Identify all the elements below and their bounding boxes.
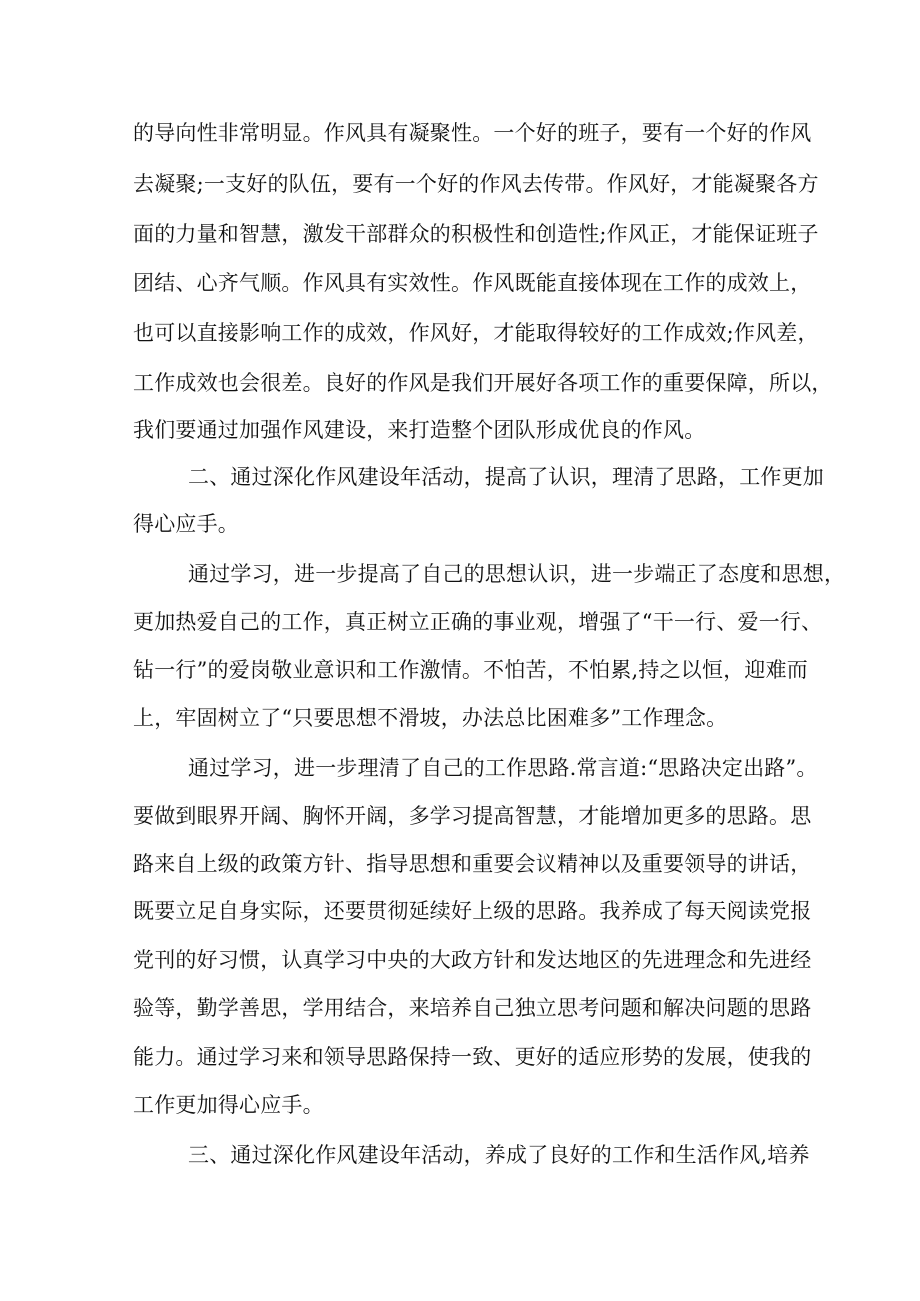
text-line: 的导向性非常明显。作风具有凝聚性。一个好的班子，要有一个好的作风 — [133, 121, 812, 145]
text-line: 我们要通过加强作风建设，来打造整个团队形成优良的作风。 — [133, 418, 706, 442]
text-line: 要做到眼界开阔、胸怀开阔，多学习提高智慧，才能增加更多的思路。思 — [133, 804, 812, 828]
text-line: 上，牢固树立了“只要思想不滑坡，办法总比困难多”工作理念。 — [133, 706, 728, 730]
text-line: 通过学习，进一步提高了自己的思想认识，进一步端正了态度和思想， — [188, 562, 846, 586]
text-line: 验等，勤学善思，学用结合，来培养自己独立思考问题和解决问题的思路 — [133, 996, 812, 1020]
text-line: 也可以直接影响工作的成效，作风好，才能取得较好的工作成效;作风差， — [133, 321, 819, 345]
section-heading: 二、通过深化作风建设年活动，提高了认识，理清了思路，工作更加 — [188, 465, 824, 489]
text-line: 更加热爱自己的工作，真正树立正确的事业观，增强了“干一行、爱一行、 — [133, 610, 823, 634]
text-line: 面的力量和智慧，激发干部群众的积极性和创造性;作风正，才能保证班子 — [133, 222, 819, 246]
section-heading: 三、通过深化作风建设年活动，养成了良好的工作和生活作风,培养 — [188, 1143, 810, 1167]
text-line: 能力。通过学习来和领导思路保持一致、更好的适应形势的发展，使我的 — [133, 1045, 812, 1069]
text-line: 路来自上级的政策方针、指导思想和重要会议精神以及重要领导的讲话， — [133, 852, 812, 876]
text-line: 党刊的好习惯，认真学习中央的大政方针和发达地区的先进理念和先进经 — [133, 948, 812, 972]
text-line: 工作更加得心应手。 — [133, 1093, 324, 1117]
text-line: 通过学习，进一步理清了自己的工作思路.常言道:“思路决定出路”。 — [188, 756, 818, 780]
text-line: 团结、心齐气顺。作风具有实效性。作风既能直接体现在工作的成效上， — [133, 271, 812, 295]
text-line: 既要立足自身实际，还要贯彻延续好上级的思路。我养成了每天阅读党报 — [133, 899, 812, 923]
section-heading: 得心应手。 — [133, 512, 239, 536]
text-line: 去凝聚;一支好的队伍，要有一个好的作风去传带。作风好，才能凝聚各方 — [133, 172, 819, 196]
text-line: 钻一行”的爱岗敬业意识和工作激情。不怕苦，不怕累,持之以恒，迎难而 — [133, 658, 809, 682]
text-line: 工作成效也会很差。良好的作风是我们开展好各项工作的重要保障，所以， — [133, 371, 833, 395]
